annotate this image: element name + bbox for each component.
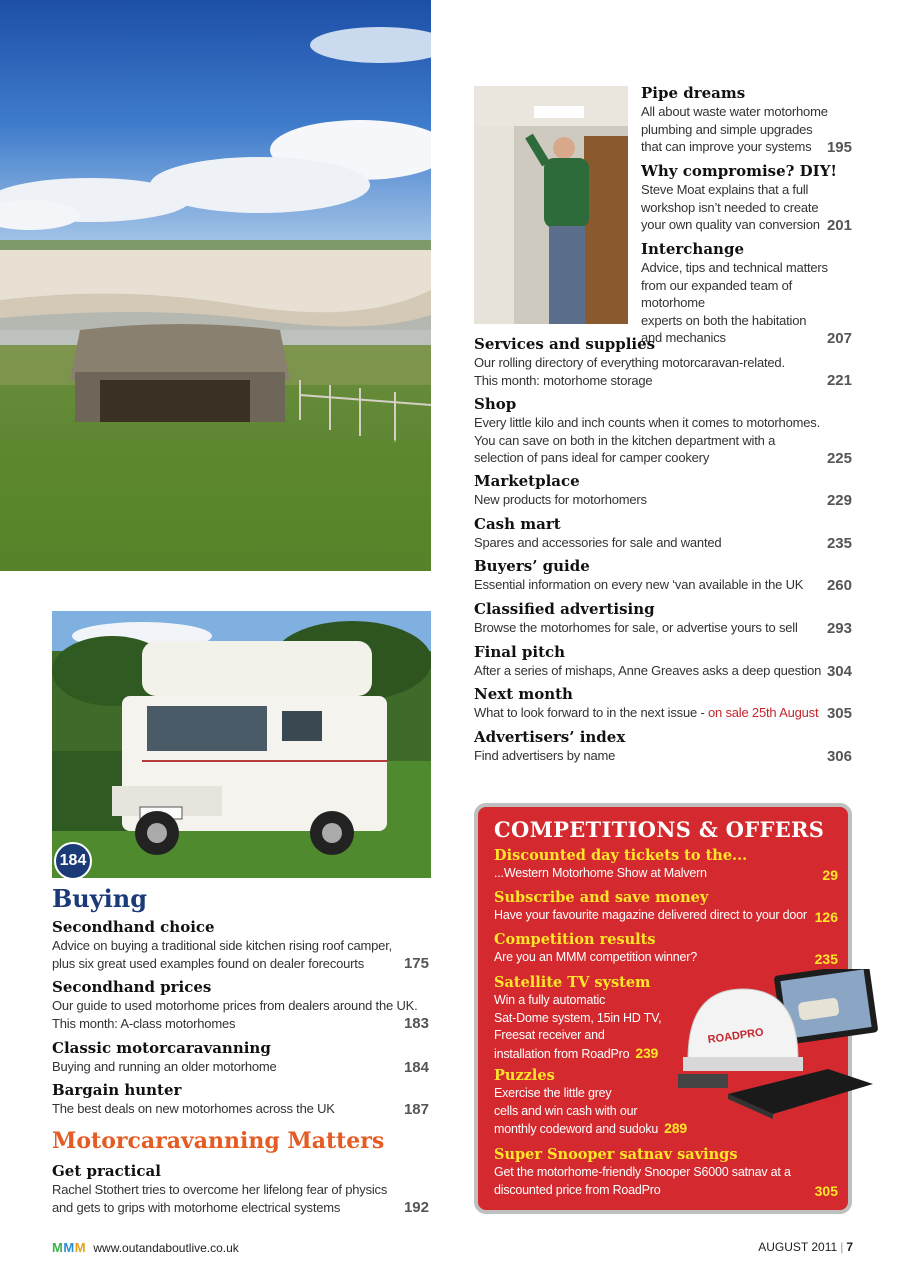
entry-description: [52, 937, 429, 972]
entry-title: Get practical: [52, 1162, 161, 1180]
page-number: 184: [403, 1058, 429, 1076]
page-badge: 184: [54, 842, 92, 878]
page-number: 175: [403, 955, 429, 972]
satellite-tv-product-image: [678, 969, 878, 1119]
description-line: and gets to grips with motorhome electrical systems: [52, 1199, 341, 1215]
description-line: Find advertisers by name: [474, 748, 616, 763]
contents-entry[interactable]: [474, 685, 852, 722]
matters-heading: Motorcaravanning Matters: [52, 1128, 385, 1154]
plumbing-photo: [474, 86, 628, 324]
entry-title: Cash mart: [474, 515, 561, 533]
description-line: Have your favourite magazine delivered direct to your door: [494, 908, 807, 922]
description-line: This month: A-class motorhomes: [52, 1015, 236, 1031]
contents-entry[interactable]: [474, 472, 852, 509]
description-line: You can save on both in the kitchen department with a: [474, 432, 776, 448]
entry-description: [474, 747, 852, 765]
page-number: 29: [822, 866, 838, 883]
contents-entry[interactable]: [494, 1146, 838, 1199]
entry-description: [52, 1100, 429, 1118]
motorhome-photo: [52, 611, 431, 878]
entry-description: [474, 619, 852, 637]
roadpro-logo: ROADPRO: [707, 1026, 765, 1047]
page-number: 235: [814, 950, 838, 967]
entry-description: [641, 103, 852, 156]
entry-title: Pipe dreams: [641, 84, 746, 102]
description-line: Get the motorhome-friendly Snooper S6000 satnav at a: [494, 1165, 791, 1179]
entry-title: Super Snooper satnav savings: [494, 1146, 738, 1163]
contents-entry[interactable]: [474, 515, 852, 552]
contents-entry[interactable]: [641, 240, 852, 347]
page-number: 221: [826, 372, 852, 389]
contents-entry[interactable]: [52, 918, 429, 972]
contents-entry[interactable]: [474, 557, 852, 594]
entry-title: Satellite TV system: [494, 974, 651, 991]
on-sale-date: on sale 25th August: [707, 705, 819, 720]
description-line: Steve Moat explains that a full: [641, 182, 809, 197]
description-line: Are you an MMM competition winner?: [494, 950, 698, 964]
description-line: After a series of mishaps, Anne Greaves asks a deep question: [474, 663, 822, 678]
description-line: ...Western Motorhome Show at Malvern: [494, 866, 707, 880]
contents-entry[interactable]: [641, 84, 852, 156]
contents-entry[interactable]: [52, 1081, 429, 1118]
buying-heading: Buying: [52, 884, 148, 913]
entry-title: Subscribe and save money: [494, 889, 709, 906]
entry-title: Classic motorcaravanning: [52, 1039, 271, 1057]
entry-title: Competition results: [494, 931, 656, 948]
entry-description: [494, 865, 838, 883]
page-number: 304: [826, 662, 852, 680]
issue-date: AUGUST 2011: [758, 1240, 838, 1254]
issue-info: AUGUST 2011 | 7: [758, 1240, 853, 1254]
contents-entry[interactable]: [474, 643, 852, 680]
entry-title: Shop: [474, 395, 517, 413]
page-number: 201: [826, 216, 852, 234]
contents-entry[interactable]: [641, 162, 852, 234]
entry-description: [474, 704, 852, 722]
page-number: 235: [826, 534, 852, 552]
contents-entry[interactable]: [474, 335, 852, 389]
description-line: Freesat receiver and: [494, 1028, 605, 1042]
entry-title: Marketplace: [474, 472, 580, 490]
contents-entry[interactable]: [474, 728, 852, 765]
description-line: Spares and accessories for sale and wanted: [474, 535, 722, 550]
contents-entry[interactable]: [494, 931, 838, 967]
description-line: cells and win cash with our: [494, 1103, 638, 1118]
page-number: 7: [846, 1240, 853, 1254]
entry-description: [474, 491, 852, 509]
description-line: experts on both the habitation: [641, 312, 807, 328]
entry-description: [641, 181, 852, 234]
entry-description: [494, 907, 838, 925]
description-line: New products for motorhomers: [474, 492, 647, 507]
description-line: selection of pans ideal for camper cookery: [474, 450, 710, 465]
page-number: 207: [826, 329, 852, 347]
competitions-heading: COMPETITIONS & OFFERS: [494, 817, 825, 842]
website-url[interactable]: www.outandaboutlive.co.uk: [93, 1241, 239, 1255]
contents-entry[interactable]: [474, 395, 852, 467]
page-number: 229: [826, 491, 852, 509]
landscape-photo: [0, 0, 431, 571]
entry-description: [52, 1181, 429, 1216]
entry-title: Buyers’ guide: [474, 557, 590, 575]
description-line: plumbing and simple upgrades: [641, 121, 813, 137]
page-number: 195: [826, 138, 852, 156]
description-line: Win a fully automatic: [494, 993, 606, 1007]
description-line: Our rolling directory of everything motorcaravan-related.: [474, 355, 785, 370]
entry-description: [494, 1164, 838, 1199]
contents-entry[interactable]: [52, 1162, 429, 1216]
entry-description: [494, 949, 838, 967]
entry-title: Interchange: [641, 240, 744, 258]
contents-entry[interactable]: [52, 978, 429, 1032]
entry-title: Services and supplies: [474, 335, 656, 353]
page-number: 293: [826, 619, 852, 637]
description-line: that can improve your systems: [641, 139, 812, 154]
entry-title: Next month: [474, 685, 573, 703]
page-number: 225: [826, 449, 852, 467]
description-line: All about waste water motorhome: [641, 104, 828, 119]
description-line: This month: motorhome storage: [474, 372, 653, 388]
page-number: 305: [814, 1183, 838, 1199]
page-number: 126: [814, 908, 838, 925]
contents-entry[interactable]: [494, 847, 838, 883]
contents-entry[interactable]: [474, 600, 852, 637]
entry-title: Discounted day tickets to the...: [494, 847, 748, 864]
entry-description: [474, 662, 852, 680]
contents-entry[interactable]: [52, 1039, 429, 1076]
entry-title: Why compromise? DIY!: [641, 162, 837, 180]
contents-entry[interactable]: [494, 889, 838, 925]
description-line: monthly codeword and sudoku 289: [494, 1120, 687, 1136]
description-line: The best deals on new motorhomes across the UK: [52, 1101, 335, 1116]
description-line: installation from RoadPro 239: [494, 1044, 659, 1061]
description-line: Browse the motorhomes for sale, or advertise yours to sell: [474, 620, 798, 635]
entry-title: Secondhand choice: [52, 918, 215, 936]
entry-title: Bargain hunter: [52, 1081, 182, 1099]
entry-description: [474, 576, 852, 594]
description-line: Buying and running an older motorhome: [52, 1059, 277, 1074]
entry-description: [474, 354, 852, 389]
description-line: plus six great used examples found on dealer forecourts: [52, 955, 365, 971]
page-number: 306: [826, 747, 852, 765]
description-line: Essential information on every new ‘van available in the UK: [474, 577, 804, 592]
entry-title: Puzzles: [494, 1067, 555, 1084]
description-line: Rachel Stothert tries to overcome her lifelong fear of physics: [52, 1182, 388, 1197]
description-line: Advice, tips and technical matters: [641, 260, 828, 275]
entry-description: [641, 259, 852, 347]
page-number: 183: [403, 1015, 429, 1032]
page-footer: [52, 1240, 853, 1258]
entry-title: Secondhand prices: [52, 978, 212, 996]
description-line: discounted price from RoadPro: [494, 1182, 661, 1197]
description-line: workshop isn’t needed to create: [641, 199, 819, 215]
entry-description: [474, 534, 852, 552]
description-line: from our expanded team of motorhome: [641, 277, 793, 310]
entry-title: Final pitch: [474, 643, 566, 661]
description-line: your own quality van conversion: [641, 217, 820, 232]
page-number: 239: [635, 1044, 659, 1061]
description-line: Advice on buying a traditional side kitchen rising roof camper,: [52, 938, 393, 953]
description-line: Every little kilo and inch counts when it comes to motorhomes.: [474, 415, 820, 430]
entry-description: [52, 1058, 429, 1076]
page-number: 260: [826, 576, 852, 594]
description-line: Sat-Dome system, 15in HD TV,: [494, 1010, 662, 1025]
description-line: Exercise the little grey: [494, 1086, 612, 1100]
entry-description: [52, 997, 429, 1032]
page-number: 187: [403, 1100, 429, 1118]
page-number: 289: [664, 1120, 687, 1136]
entry-description: [474, 414, 852, 467]
competitions-box: [474, 803, 852, 1214]
page-number: 305: [826, 704, 852, 722]
description-line: Our guide to used motorhome prices from dealers around the UK.: [52, 998, 418, 1013]
mmm-logo: MMM: [52, 1240, 87, 1255]
description-text: What to look forward to in the next issue -: [474, 705, 708, 720]
page-number: 192: [403, 1199, 429, 1216]
entry-title: Advertisers’ index: [474, 728, 626, 746]
entry-title: Classified advertising: [474, 600, 655, 618]
description-line: and mechanics: [641, 330, 726, 345]
